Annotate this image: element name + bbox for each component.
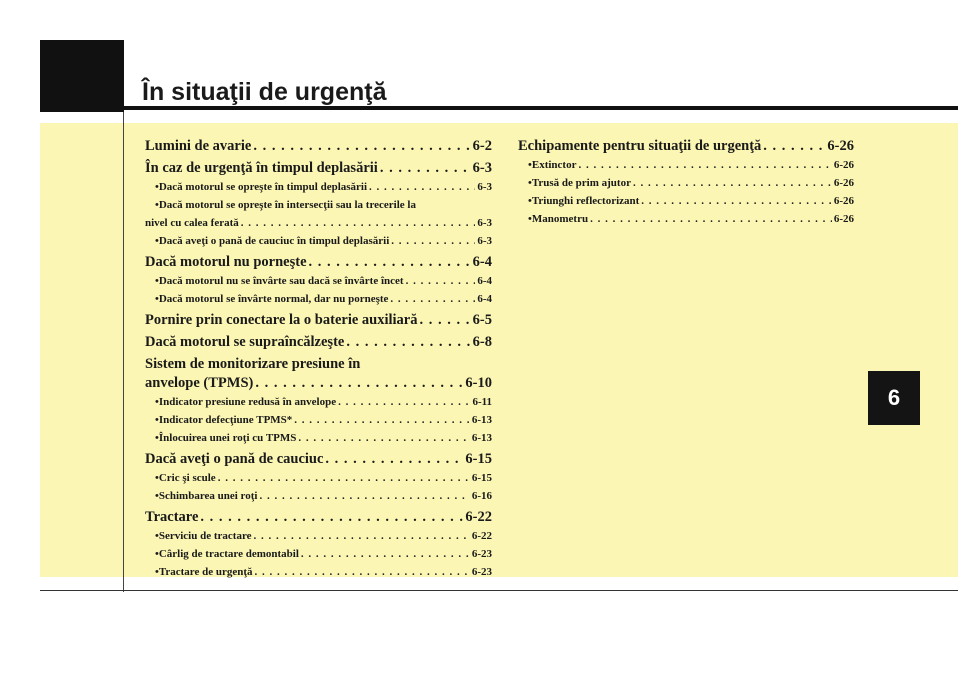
toc-subentry[interactable]: • Trusă de prim ajutor . . . 6-26 (518, 174, 854, 192)
toc-entry[interactable]: Tractare . . . 6-22 (145, 508, 492, 527)
toc-subentry[interactable]: • Tractare de urgenţă . . . 6-23 (145, 563, 492, 581)
toc-subentry[interactable]: • Dacă aveţi o pană de cauciuc în timpul deplasării . . . 6-3 (145, 232, 492, 250)
toc-subentry[interactable]: • Serviciu de tractare . . . 6-22 (145, 527, 492, 545)
toc-left-column (145, 137, 492, 581)
toc-subentry[interactable]: • Înlocuirea unei roţi cu TPMS . . . 6-13 (145, 429, 492, 447)
toc-subentry[interactable]: • Indicator presiune redusă în anvelope . . . 6-11 (145, 393, 492, 411)
toc-entry[interactable]: În caz de urgenţă în timpul deplasării . . . 6-3 (145, 159, 492, 178)
toc-entry[interactable]: Dacă aveţi o pană de cauciuc . . . 6-15 (145, 450, 492, 469)
toc-entry[interactable]: Dacă motorul nu porneşte . . . 6-4 (145, 253, 492, 272)
page-title: În situaţii de urgenţă (142, 78, 387, 106)
toc-subentry[interactable]: • Cârlig de tractare demontabil . . . 6-23 (145, 545, 492, 563)
toc-subentry[interactable]: • Triunghi reflectorizant . . . 6-26 (518, 192, 854, 210)
toc-subentry[interactable]: • Dacă motorul se opreşte în timpul deplasării . . . 6-3 (145, 178, 492, 196)
chapter-tab[interactable]: 6 (868, 371, 920, 425)
toc-entry[interactable]: anvelope (TPMS) . . . 6-10 (145, 374, 492, 393)
toc-subentry[interactable]: • Dacă motorul se învârte normal, dar nu porneşte . . . 6-4 (145, 290, 492, 308)
toc-entry[interactable]: Pornire prin conectare la o baterie auxiliară . . . 6-5 (145, 311, 492, 330)
toc-subentry-line[interactable]: • Dacă motorul se opreşte în intersecţii sau la trecerile la (145, 196, 492, 214)
margin-divider (123, 112, 124, 592)
title-underline (124, 106, 958, 110)
chapter-header-block (40, 40, 124, 112)
toc-subentry[interactable]: • Extinctor . . . 6-26 (518, 156, 854, 174)
toc-entry[interactable]: Echipamente pentru situaţii de urgenţă . . . 6-26 (518, 137, 854, 156)
toc-subentry[interactable]: • Dacă motorul nu se învârte sau dacă se învârte încet . . . 6-4 (145, 272, 492, 290)
toc-subentry[interactable]: • Manometru . . . 6-26 (518, 210, 854, 228)
bottom-rule (40, 590, 958, 591)
toc-subentry[interactable]: • Indicator defecţiune TPMS* . . . 6-13 (145, 411, 492, 429)
toc-subentry[interactable]: • Cric şi scule . . . 6-15 (145, 469, 492, 487)
toc-right-column (518, 137, 854, 228)
toc-subentry[interactable]: • Schimbarea unei roţi . . . 6-16 (145, 487, 492, 505)
toc-entry-line[interactable]: Sistem de monitorizare presiune în (145, 356, 361, 372)
toc-subentry[interactable]: nivel cu calea ferată . . . 6-3 (145, 214, 492, 232)
toc-entry[interactable]: Dacă motorul se supraîncălzeşte . . . 6-8 (145, 333, 492, 352)
toc-entry[interactable]: Lumini de avarie . . . 6-2 (145, 137, 492, 156)
